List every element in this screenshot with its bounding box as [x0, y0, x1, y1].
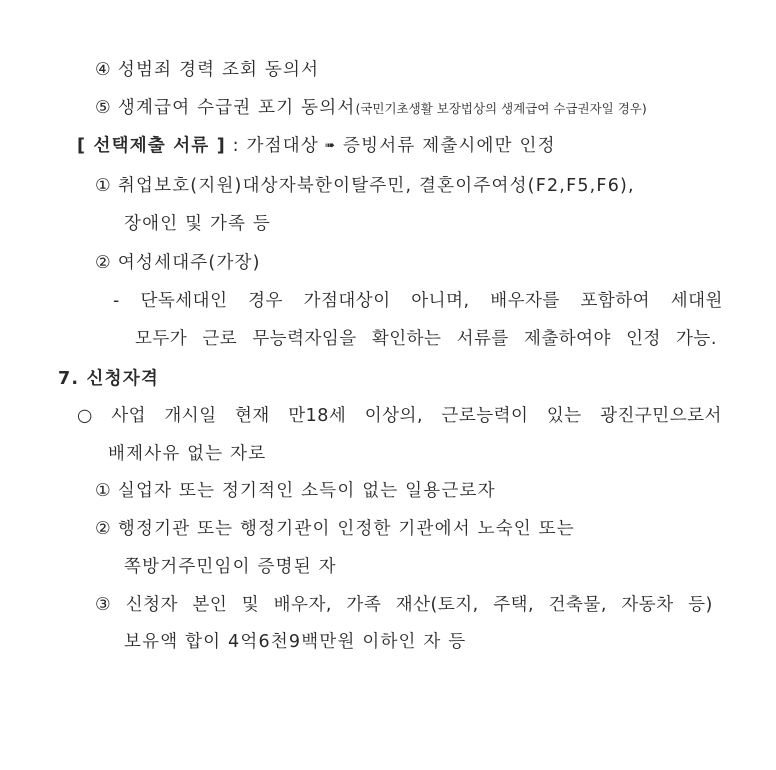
circled-number: ② — [95, 253, 112, 273]
word: 사업 — [111, 406, 146, 426]
word: 아니며, — [411, 291, 470, 311]
eligibility-main-criteria-continuation — [108, 443, 266, 465]
word: 있는 — [546, 406, 582, 426]
eligibility-main-criteria — [77, 405, 722, 427]
word: 포함하여 — [580, 291, 651, 311]
word: 자동차 — [621, 595, 674, 615]
word: 가족 — [346, 595, 382, 615]
word: 및 — [241, 595, 260, 615]
word: 개시일 — [164, 406, 217, 426]
criteria-unemployed — [95, 480, 496, 502]
optional-documents-label: [ 선택제출 서류 ] — [77, 136, 226, 156]
word: 무능력자임을 — [252, 329, 357, 349]
word: 제출하여야 — [523, 329, 611, 349]
item-sex-crime-record-consent — [95, 59, 319, 81]
item-text: 장애인 및 가족 등 — [124, 214, 272, 234]
item-text: 생계급여 수급권 포기 동의서 — [117, 98, 356, 118]
item-text: 성범죄 경력 조회 동의서 — [117, 60, 320, 80]
item-continuation-text — [124, 213, 271, 235]
word: 세대원 — [670, 291, 723, 311]
word: 인정 — [626, 329, 661, 349]
word: 광진구민으로서 — [600, 406, 722, 426]
bonus-target-text: 가점대상 — [246, 136, 319, 156]
word: 경우 — [248, 291, 283, 311]
item-employment-protection — [95, 175, 635, 197]
word: 주택, — [493, 595, 535, 615]
colon: : — [232, 136, 240, 156]
circled-number: ⑤ — [95, 98, 112, 118]
circled-number: ③ — [95, 595, 112, 615]
word: 가능. — [676, 329, 717, 349]
item-text: 보유액 합이 4억6천9백만원 이하인 자 등 — [124, 632, 467, 652]
item-text: 취업보호(지원)대상자북한이탈주민, 결혼이주여성(F2,F5,F6), — [117, 176, 635, 196]
item-text: 배제사유 없는 자로 — [108, 444, 267, 464]
item-note: (국민기초생활 보장법상의 생계급여 수급권자일 경우) — [355, 101, 647, 116]
section-title: 7. 신청자격 — [58, 369, 159, 389]
single-household-note — [113, 290, 723, 312]
word: 만18세 — [288, 406, 347, 426]
word: 서류를 — [456, 329, 509, 349]
word: 근로능력이 — [441, 406, 529, 426]
word: 근로 — [202, 329, 238, 349]
word: 건축물, — [548, 595, 607, 615]
criteria-assets-continuation — [124, 631, 466, 653]
circled-number: ① — [95, 481, 112, 501]
item-text: 쪽방거주민임이 증명된 자 — [124, 557, 337, 577]
item-text: 여성세대주(가장) — [117, 253, 261, 273]
circled-number: ④ — [95, 60, 112, 80]
word: 이상의, — [364, 406, 424, 426]
dash: - — [113, 291, 120, 311]
circled-number: ① — [95, 176, 112, 196]
word: 모두가 — [135, 329, 188, 349]
word: 확인하는 — [371, 329, 442, 349]
arrow-icon: ➠ — [324, 138, 334, 152]
word: 등) — [688, 595, 713, 615]
word: 현재 — [235, 406, 270, 426]
word: 배우자, — [273, 595, 332, 615]
word: 재산(토지, — [395, 595, 479, 615]
word: 가점대상이 — [303, 291, 391, 311]
circle-bullet-icon: ○ — [77, 406, 93, 426]
criteria-homeless-continuation — [124, 556, 337, 578]
item-text: 행정기관 또는 행정기관이 인정한 기관에서 노숙인 또는 — [117, 519, 575, 539]
word: 단독세대인 — [140, 291, 228, 311]
word: 배우자를 — [490, 291, 560, 311]
section-heading-eligibility — [58, 368, 159, 390]
single-household-note-continuation — [135, 328, 717, 350]
criteria-assets — [95, 594, 713, 616]
item-female-householder — [95, 252, 261, 274]
item-livelihood-benefit-waiver — [95, 97, 647, 120]
evidence-note-text: 증빙서류 제출시에만 인정 — [343, 136, 556, 156]
word: 신청자 — [125, 595, 178, 615]
criteria-homeless — [95, 518, 575, 540]
word: 본인 — [192, 595, 228, 615]
optional-documents-heading — [77, 135, 556, 158]
circled-number: ② — [95, 519, 112, 539]
item-text: 실업자 또는 정기적인 소득이 없는 일용근로자 — [117, 481, 496, 501]
